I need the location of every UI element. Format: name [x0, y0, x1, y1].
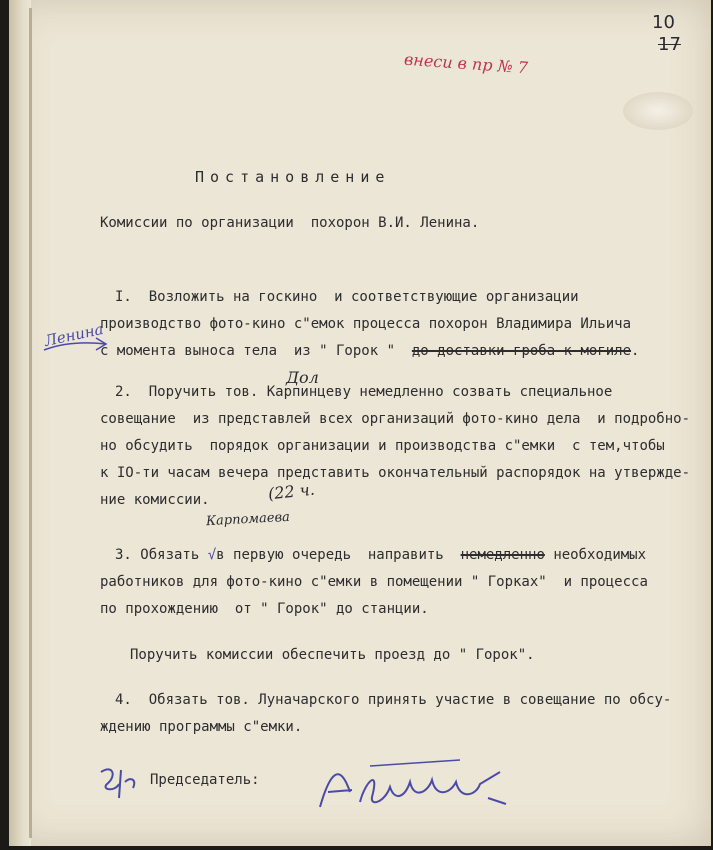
paragraph-1-line-3: с момента выноса тела из " Горок " до доставки гроба к могиле.: [100, 343, 640, 359]
paragraph-3-line-3: по прохождению от " Горок" до станции.: [100, 601, 429, 617]
paragraph-1-line-2: производство фото-кино с"емок процесса похорон Владимира Ильича: [100, 316, 632, 332]
paragraph-3-addendum: Поручить комиссии обеспечить проезд до " Горок".: [130, 647, 535, 663]
paragraph-3-line-1: 3. Обязать √в первую очередь направить немедленно необходимых: [115, 547, 647, 563]
karpomaeva-insertion: Карпомаева: [205, 509, 291, 530]
margin-note-lenina: Ленина: [42, 319, 105, 351]
binding-edge: [9, 0, 31, 846]
chairman-signature: [310, 752, 520, 822]
paragraph-2-line-1: 2. Поручить тов. Карпинцеву немедленно созвать специальное: [115, 384, 613, 400]
paragraph-1-line-1: I. Возложить на госкино и соответствующие организации: [115, 289, 579, 305]
paragraph-3-line-2: работников для фото-кино с"емки в помещении " Горках" и процесса: [100, 574, 648, 590]
paragraph-2-line-4: к IO-ти часам вечера представить окончательный распорядок на утвержде-: [100, 465, 691, 481]
paragraph-2-line-3: но обсудить порядок организации и производства с"емки с тем,чтобы: [100, 438, 665, 454]
folio-number: 10: [652, 12, 675, 33]
struck-text: до доставки гроба к могиле: [411, 343, 632, 359]
chairman-label: Председатель:: [150, 772, 260, 788]
old-folio-number: 17: [658, 34, 681, 55]
document-subtitle: Комиссии по организации похорон В.И. Ленина.: [100, 215, 480, 231]
paragraph-2-line-2: совещание из представлей всех организаций фото-кино дела и подробно-: [100, 411, 691, 427]
document-title: Постановление: [195, 168, 391, 186]
fold-line: [29, 8, 32, 838]
red-pencil-note: внеси в пр № 7: [403, 49, 529, 78]
time-correction: (22 ч.: [267, 479, 316, 504]
margin-note-underline: [40, 320, 110, 360]
embossed-stamp: [623, 92, 693, 130]
paragraph-2-line-5: ние комиссии.: [100, 492, 210, 508]
paragraph-4-line-2: ждению программы с"емки.: [100, 719, 303, 735]
paragraph-4-line-1: 4. Обязать тов. Луначарского принять участие в совещание по обсу-: [115, 692, 672, 708]
approval-initials: [95, 762, 143, 806]
correction-above-name: Дол: [286, 368, 319, 387]
